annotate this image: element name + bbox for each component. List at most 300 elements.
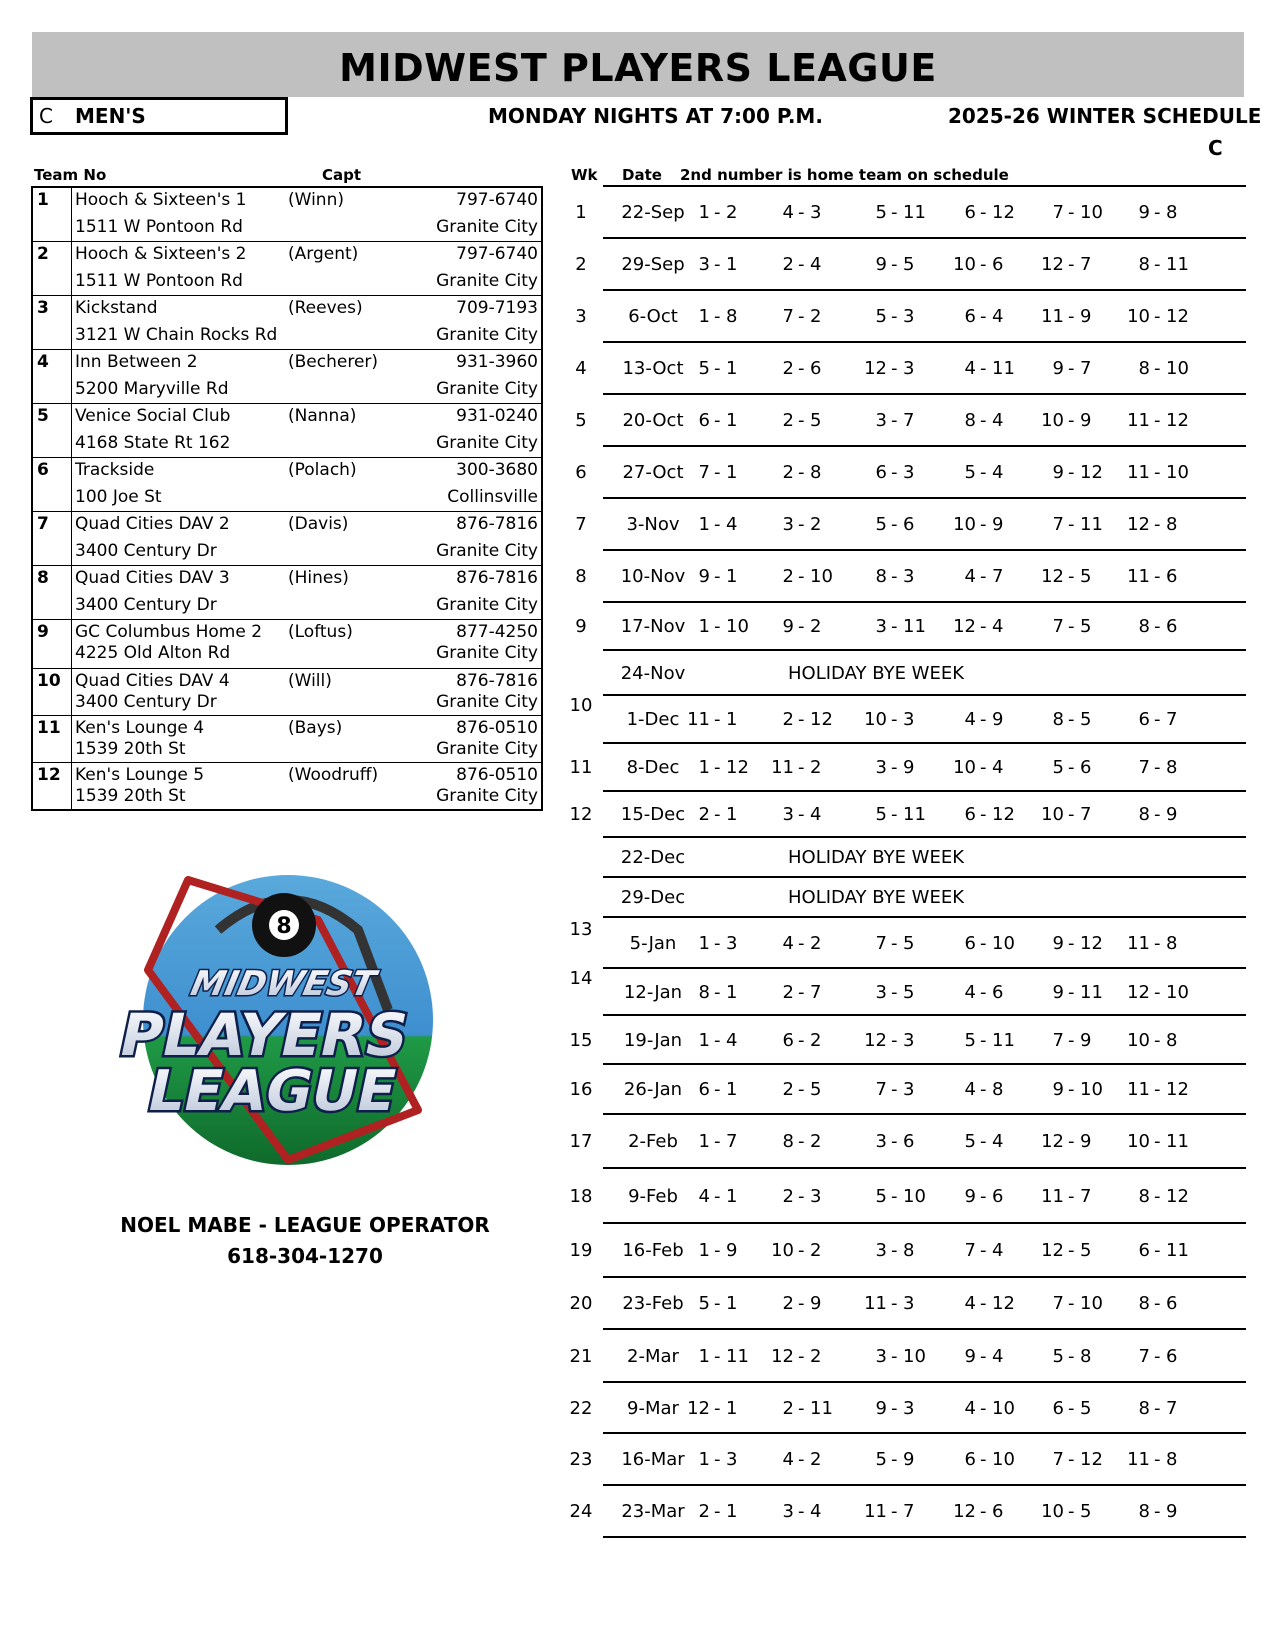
home-team: 9	[810, 1293, 822, 1314]
home-team: 12	[992, 1293, 1015, 1314]
matchup-dash: -	[980, 1030, 987, 1051]
week-number: 15	[569, 1030, 593, 1051]
home-team: 3	[903, 1293, 915, 1314]
matchup-dash: -	[714, 1449, 721, 1470]
home-team: 3	[810, 1186, 822, 1207]
away-team: 3	[698, 254, 710, 275]
away-team: 1	[698, 514, 710, 535]
matchup-dash: -	[980, 202, 987, 223]
away-team: 3	[782, 514, 794, 535]
home-team: 4	[810, 254, 822, 275]
team-captain: (Becherer)	[288, 352, 379, 372]
team-number: 4	[37, 352, 49, 372]
home-team: 4	[992, 1346, 1004, 1367]
home-team: 3	[903, 1030, 915, 1051]
matchup-dash: -	[1154, 566, 1161, 587]
team-address: 4168 State Rt 162	[75, 433, 231, 453]
week-number: 12	[569, 804, 593, 825]
week-number: 16	[569, 1079, 593, 1100]
matchup-dash: -	[798, 982, 805, 1003]
home-team: 7	[1080, 254, 1092, 275]
schedule-row	[560, 1486, 1246, 1538]
matchup-dash: -	[714, 757, 721, 778]
away-team: 4	[964, 982, 976, 1003]
away-team: 6	[1138, 1240, 1150, 1261]
home-team: 11	[810, 1398, 833, 1419]
home-team: 5	[1080, 1501, 1092, 1522]
away-team: 10	[953, 757, 976, 778]
team-row	[33, 404, 541, 458]
week-number: 20	[569, 1293, 593, 1314]
home-team: 9	[992, 709, 1004, 730]
team-captain: (Argent)	[288, 244, 359, 264]
away-team: 5	[964, 1030, 976, 1051]
team-phone: 931-3960	[456, 352, 538, 372]
away-team: 1	[698, 202, 710, 223]
team-row	[33, 566, 541, 620]
home-team: 5	[810, 410, 822, 431]
home-team: 4	[992, 462, 1004, 483]
team-captain: (Hines)	[288, 568, 349, 588]
matchup-dash: -	[798, 1079, 805, 1100]
bye-week-note: HOLIDAY BYE WEEK	[788, 847, 965, 868]
away-team: 7	[964, 1240, 976, 1261]
team-name: Venice Social Club	[75, 406, 231, 426]
matchup-dash: -	[891, 514, 898, 535]
away-team: 7	[782, 306, 794, 327]
team-number: 12	[37, 765, 61, 785]
week-number: 22	[569, 1398, 593, 1419]
schedule-row	[560, 696, 1246, 744]
home-team: 8	[903, 1240, 915, 1261]
matchup-dash: -	[1154, 616, 1161, 637]
matchup-dash: -	[1068, 306, 1075, 327]
home-team: 2	[810, 514, 822, 535]
home-team: 11	[1080, 982, 1103, 1003]
division-name: MEN'S	[75, 104, 146, 128]
team-number: 9	[37, 622, 49, 642]
team-number: 2	[37, 244, 49, 264]
week-date: 22-Dec	[620, 847, 686, 868]
away-team: 2	[782, 358, 794, 379]
away-team: 1	[698, 306, 710, 327]
schedule-row	[560, 1330, 1246, 1383]
matchup-dash: -	[891, 616, 898, 637]
matchup-dash: -	[980, 1131, 987, 1152]
matchup-dash: -	[891, 757, 898, 778]
home-team: 10	[1080, 1079, 1103, 1100]
away-team: 11	[1127, 1449, 1150, 1470]
away-team: 1	[698, 1346, 710, 1367]
home-team: 12	[1080, 933, 1103, 954]
week-date: 22-Sep	[621, 202, 685, 223]
home-team: 5	[903, 982, 915, 1003]
away-team: 2	[782, 982, 794, 1003]
matchup-dash: -	[980, 1398, 987, 1419]
away-team: 6	[782, 1030, 794, 1051]
matchup-dash: -	[1154, 709, 1161, 730]
matchup-dash: -	[1068, 1449, 1075, 1470]
away-team: 3	[782, 804, 794, 825]
team-row	[33, 763, 541, 809]
home-team: 1	[726, 358, 738, 379]
matchup-dash: -	[1154, 1186, 1161, 1207]
schedule-row	[560, 1115, 1246, 1169]
away-team: 4	[782, 202, 794, 223]
team-address: 100 Joe St	[75, 487, 162, 507]
matchup-dash: -	[798, 462, 805, 483]
team-name: GC Columbus Home 2	[75, 622, 263, 642]
matchup-dash: -	[980, 616, 987, 637]
matchup-dash: -	[891, 1501, 898, 1522]
home-team: 6	[810, 358, 822, 379]
away-team: 1	[698, 1131, 710, 1152]
home-team: 11	[1166, 254, 1189, 275]
matchup-dash: -	[1068, 1398, 1075, 1419]
team-phone: 931-0240	[456, 406, 538, 426]
away-team: 8	[1138, 1186, 1150, 1207]
home-team: 1	[726, 254, 738, 275]
home-team: 2	[810, 757, 822, 778]
matchup-dash: -	[714, 410, 721, 431]
home-team: 7	[810, 982, 822, 1003]
away-team: 4	[964, 1079, 976, 1100]
week-number: 14	[569, 968, 593, 989]
team-phone: 876-7816	[456, 568, 538, 588]
home-team: 6	[1080, 757, 1092, 778]
away-team: 5	[875, 1449, 887, 1470]
home-team: 2	[810, 933, 822, 954]
team-captain: (Davis)	[288, 514, 349, 534]
away-team: 9	[1052, 933, 1064, 954]
away-team: 5	[698, 358, 710, 379]
matchup-dash: -	[714, 1501, 721, 1522]
home-team: 1	[726, 1186, 738, 1207]
away-team: 6	[875, 462, 887, 483]
week-number: 2	[575, 254, 587, 275]
away-team: 9	[1052, 462, 1064, 483]
home-team: 10	[992, 1449, 1015, 1470]
schedule-row	[560, 343, 1246, 395]
home-team: 4	[992, 306, 1004, 327]
matchup-dash: -	[891, 1293, 898, 1314]
home-team: 7	[1166, 1398, 1178, 1419]
team-name: Kickstand	[75, 298, 158, 318]
home-team: 5	[1080, 1240, 1092, 1261]
away-team: 11	[1127, 462, 1150, 483]
home-team: 3	[726, 1449, 738, 1470]
matchup-dash: -	[980, 306, 987, 327]
week-date: 5-Jan	[629, 933, 677, 954]
matchup-dash: -	[980, 1293, 987, 1314]
away-team: 6	[964, 1449, 976, 1470]
matchup-dash: -	[891, 933, 898, 954]
team-name: Quad Cities DAV 4	[75, 671, 230, 691]
matchup-dash: -	[714, 462, 721, 483]
matchup-dash: -	[980, 566, 987, 587]
week-date: 13-Oct	[622, 358, 684, 379]
away-team: 1	[698, 616, 710, 637]
home-team: 1	[726, 804, 738, 825]
matchup-dash: -	[1068, 358, 1075, 379]
home-team: 4	[726, 1030, 738, 1051]
matchup-dash: -	[714, 202, 721, 223]
matchup-dash: -	[891, 804, 898, 825]
team-phone: 876-0510	[456, 765, 538, 785]
week-date: 16-Mar	[621, 1449, 685, 1470]
away-team: 12	[1127, 514, 1150, 535]
matchup-dash: -	[1154, 1398, 1161, 1419]
home-team: 8	[726, 306, 738, 327]
home-team: 7	[1080, 358, 1092, 379]
team-captain: (Woodruff)	[288, 765, 379, 785]
capt-header: Capt	[322, 166, 362, 184]
away-team: 10	[953, 254, 976, 275]
bye-week-row	[560, 878, 1246, 918]
away-team: 5	[1052, 757, 1064, 778]
home-team: 10	[1166, 358, 1189, 379]
home-team: 10	[810, 566, 833, 587]
home-team: 3	[903, 1398, 915, 1419]
away-team: 12	[1041, 1131, 1064, 1152]
away-team: 10	[1041, 410, 1064, 431]
matchup-dash: -	[980, 1449, 987, 1470]
matchup-dash: -	[891, 1449, 898, 1470]
home-team: 2	[810, 1346, 822, 1367]
matchup-dash: -	[798, 514, 805, 535]
matchup-dash: -	[1068, 709, 1075, 730]
home-team: 5	[903, 933, 915, 954]
team-city: Granite City	[436, 325, 538, 345]
team-name: Trackside	[75, 460, 155, 480]
team-phone: 876-7816	[456, 671, 538, 691]
team-address: 3400 Century Dr	[75, 692, 217, 712]
home-team: 5	[903, 254, 915, 275]
home-team: 3	[903, 566, 915, 587]
schedule-row	[560, 1016, 1246, 1065]
team-address: 3400 Century Dr	[75, 595, 217, 615]
matchup-dash: -	[714, 254, 721, 275]
matchup-dash: -	[1068, 254, 1075, 275]
matchup-dash: -	[1068, 757, 1075, 778]
home-team: 9	[1080, 306, 1092, 327]
week-number: 5	[575, 410, 587, 431]
away-team: 2	[782, 1398, 794, 1419]
matchup-dash: -	[1068, 933, 1075, 954]
date-header: Date	[622, 166, 662, 184]
away-team: 8	[782, 1131, 794, 1152]
team-row	[33, 188, 541, 242]
matchup-dash: -	[1154, 1030, 1161, 1051]
team-city: Granite City	[436, 739, 538, 759]
matchup-dash: -	[798, 1449, 805, 1470]
schedule-row	[560, 1065, 1246, 1115]
matchup-dash: -	[714, 1079, 721, 1100]
away-team: 4	[964, 566, 976, 587]
away-team: 7	[1052, 1293, 1064, 1314]
week-date: 20-Oct	[622, 410, 684, 431]
week-date: 3-Nov	[626, 514, 680, 535]
away-team: 9	[875, 254, 887, 275]
away-team: 8	[1138, 616, 1150, 637]
home-team: 4	[726, 514, 738, 535]
away-team: 4	[964, 1293, 976, 1314]
home-team: 9	[1166, 804, 1178, 825]
away-team: 4	[698, 1186, 710, 1207]
matchup-dash: -	[1068, 1293, 1075, 1314]
season-title: 2025-26 WINTER SCHEDULE	[948, 104, 1262, 128]
home-team: 11	[1166, 1240, 1189, 1261]
home-team: 10	[1166, 982, 1189, 1003]
team-city: Collinsville	[447, 487, 538, 507]
matchup-dash: -	[798, 1240, 805, 1261]
matchup-dash: -	[798, 1030, 805, 1051]
team-address: 1539 20th St	[75, 786, 186, 806]
away-team: 6	[964, 306, 976, 327]
matchup-dash: -	[891, 202, 898, 223]
week-date: 16-Feb	[622, 1240, 684, 1261]
team-captain: (Bays)	[288, 718, 343, 738]
away-team: 3	[875, 410, 887, 431]
home-team: 2	[810, 306, 822, 327]
matchup-dash: -	[1068, 982, 1075, 1003]
home-team: 1	[726, 1398, 738, 1419]
away-team: 4	[964, 358, 976, 379]
team-phone: 876-7816	[456, 514, 538, 534]
home-team: 11	[903, 202, 926, 223]
week-number: 7	[575, 514, 587, 535]
away-team: 3	[875, 1346, 887, 1367]
home-team: 1	[726, 566, 738, 587]
home-team: 4	[992, 757, 1004, 778]
away-team: 7	[875, 1079, 887, 1100]
schedule-row	[560, 969, 1246, 1016]
matchup-dash: -	[1068, 1030, 1075, 1051]
away-team: 2	[782, 410, 794, 431]
home-team: 5	[1080, 709, 1092, 730]
matchup-dash: -	[714, 1131, 721, 1152]
team-city: Granite City	[436, 541, 538, 561]
home-team: 11	[903, 616, 926, 637]
home-team: 7	[903, 410, 915, 431]
matchup-dash: -	[980, 1240, 987, 1261]
home-team: 10	[992, 933, 1015, 954]
team-phone: 876-0510	[456, 718, 538, 738]
away-team: 10	[771, 1240, 794, 1261]
schedule-row	[560, 291, 1246, 343]
home-team: 12	[810, 709, 833, 730]
matchup-dash: -	[1068, 1346, 1075, 1367]
home-team: 9	[726, 1240, 738, 1261]
away-team: 7	[1052, 202, 1064, 223]
league-nights: MONDAY NIGHTS AT 7:00 P.M.	[488, 104, 823, 128]
matchup-dash: -	[1154, 804, 1161, 825]
home-team: 9	[1080, 1131, 1092, 1152]
away-team: 1	[698, 1030, 710, 1051]
schedule-row	[560, 239, 1246, 291]
home-team: 12	[1166, 1186, 1189, 1207]
away-team: 11	[771, 757, 794, 778]
home-team: 9	[903, 757, 915, 778]
away-team: 3	[782, 1501, 794, 1522]
home-team: 12	[1166, 410, 1189, 431]
matchup-dash: -	[980, 804, 987, 825]
matchup-dash: -	[980, 757, 987, 778]
team-name: Quad Cities DAV 3	[75, 568, 230, 588]
schedule-row	[560, 1278, 1246, 1330]
home-team: 3	[903, 709, 915, 730]
away-team: 7	[1052, 1030, 1064, 1051]
week-date: 8-Dec	[626, 757, 680, 778]
schedule-row	[560, 395, 1246, 447]
away-team: 5	[875, 804, 887, 825]
team-row	[33, 512, 541, 566]
matchup-dash: -	[891, 709, 898, 730]
away-team: 8	[1138, 804, 1150, 825]
week-date: 15-Dec	[620, 804, 686, 825]
team-name: Quad Cities DAV 2	[75, 514, 230, 534]
home-team: 8	[1166, 1449, 1178, 1470]
matchup-dash: -	[980, 982, 987, 1003]
away-team: 4	[964, 709, 976, 730]
home-team: 8	[810, 462, 822, 483]
home-team: 5	[1080, 566, 1092, 587]
matchup-dash: -	[798, 1398, 805, 1419]
matchup-dash: -	[798, 709, 805, 730]
away-team: 11	[1127, 1079, 1150, 1100]
away-team: 9	[1052, 358, 1064, 379]
away-team: 12	[864, 358, 887, 379]
home-team: 4	[810, 804, 822, 825]
season-letter: C	[1208, 136, 1223, 160]
matchup-dash: -	[980, 462, 987, 483]
home-team: 4	[992, 1240, 1004, 1261]
away-team: 9	[1052, 1079, 1064, 1100]
matchup-dash: -	[891, 254, 898, 275]
schedule-row	[560, 744, 1246, 792]
home-team: 7	[992, 566, 1004, 587]
matchup-dash: -	[891, 1030, 898, 1051]
week-date: 26-Jan	[623, 1079, 683, 1100]
away-team: 11	[1041, 306, 1064, 327]
matchup-dash: -	[1154, 1346, 1161, 1367]
team-captain: (Loftus)	[288, 622, 353, 642]
home-team: 6	[903, 514, 915, 535]
away-team: 10	[953, 514, 976, 535]
matchup-dash: -	[891, 462, 898, 483]
away-team: 11	[864, 1293, 887, 1314]
away-team: 5	[964, 462, 976, 483]
week-date: 29-Sep	[621, 254, 685, 275]
away-team: 12	[1041, 566, 1064, 587]
home-team: 9	[1080, 410, 1092, 431]
home-team: 12	[1080, 462, 1103, 483]
matchup-dash: -	[1068, 462, 1075, 483]
week-date: 9-Feb	[628, 1186, 678, 1207]
matchup-dash: -	[1154, 462, 1161, 483]
week-number: 19	[569, 1240, 593, 1261]
team-address: 5200 Maryville Rd	[75, 379, 229, 399]
matchup-dash: -	[980, 933, 987, 954]
home-team: 4	[810, 1501, 822, 1522]
matchup-dash: -	[1068, 410, 1075, 431]
team-table	[31, 186, 543, 811]
home-team: 1	[726, 1079, 738, 1100]
home-team: 2	[810, 616, 822, 637]
away-team: 7	[1052, 616, 1064, 637]
matchup-dash: -	[891, 1398, 898, 1419]
matchup-dash: -	[1068, 616, 1075, 637]
